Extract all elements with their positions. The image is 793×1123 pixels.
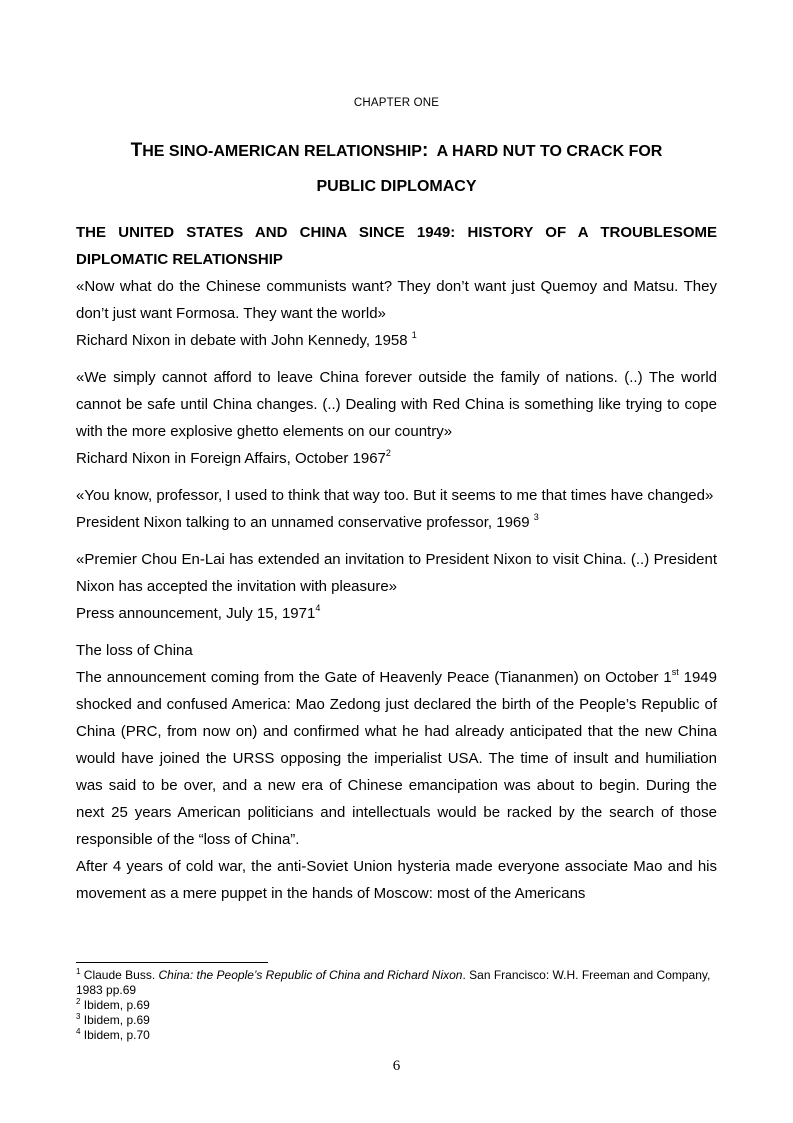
ordinal-suffix: st: [671, 667, 679, 677]
page-number: 6: [392, 1058, 401, 1074]
paragraph-text: 1949 shocked and confused America: Mao Zedong just declared the birth of the People’s Republic of China (PRC, from now on) and confirmed what he had already anticipated that the new China would have joined the URSS opposing the imperialist USA. The time of insult and humiliation was said to be over, and a new era of Chinese emancipation was about to begin. During the next 25 years American politicians and intellectuals would be racked by the search of those responsible of the “loss of China”.: [76, 669, 717, 848]
footnote-text: Ibidem, p.69: [80, 1013, 150, 1027]
footnote-text: Claude Buss.: [80, 968, 159, 982]
quote-source: [76, 600, 717, 627]
quote-source: [76, 509, 717, 536]
chapter-title-tail: A HARD NUT TO CRACK FOR: [436, 143, 663, 160]
subsection-title: The loss of China: [76, 642, 193, 659]
chapter-title-part: HE SINO-AMERICAN RELATIONSHIP: [142, 143, 422, 160]
footnote-number: 3: [76, 1012, 81, 1021]
quote-text: «Now what do the Chinese communists want? They don’t want just Quemoy and Matsu. They don’t just want Formosa. They want the world»: [76, 278, 717, 322]
quote-text: «We simply cannot afford to leave China forever outside the family of nations. (..) The world cannot be safe until China changes. (..) Dealing with Red China is something like trying to cope with the more explosive ghetto elements on our country»: [76, 369, 717, 440]
chapter-title-initial: T: [130, 140, 143, 161]
footnote-title: China: the People’s Republic of China and Richard Nixon: [158, 968, 463, 982]
footnote-text: Ibidem, p.69: [80, 998, 150, 1012]
quote-source: [76, 327, 717, 354]
footnote-number: 2: [76, 997, 81, 1006]
chapter-title: [60, 133, 733, 204]
body-text: [76, 219, 717, 907]
body-paragraph: [76, 664, 717, 853]
footnotes: [76, 968, 717, 1043]
footnote: [76, 968, 717, 998]
footnote: [76, 1028, 717, 1043]
footnote-ref: 2: [385, 448, 391, 458]
paragraph-text: The announcement coming from the Gate of Heavenly Peace (Tiananmen) on October 1: [76, 669, 672, 686]
footnote-ref: 1: [411, 330, 417, 340]
chapter-title-line2: PUBLIC DIPLOMACY: [316, 178, 477, 195]
quote-source-text: Richard Nixon in Foreign Affairs, October 1967: [76, 450, 386, 467]
chapter-label: CHAPTER ONE: [353, 97, 440, 109]
body-paragraph: After 4 years of cold war, the anti-Soviet Union hysteria made everyone associate Mao and his movement as a mere puppet in the hands of Moscow: most of the Americans: [76, 858, 717, 902]
quote-source-text: Press announcement, July 15, 1971: [76, 605, 316, 622]
quote-source-text: President Nixon talking to an unnamed conservative professor, 1969: [76, 514, 534, 531]
footnote-number: 1: [76, 967, 81, 976]
quote-text: «You know, professor, I used to think that way too. But it seems to me that times have changed»: [76, 487, 714, 504]
footnote: [76, 1013, 717, 1028]
footnote-text: Ibidem, p.70: [80, 1028, 150, 1042]
section-heading: THE UNITED STATES AND CHINA SINCE 1949: HISTORY OF A TROUBLESOME DIPLOMATIC RELATIONSHIP: [76, 224, 717, 268]
footnote: [76, 998, 717, 1013]
footnote-text: . San Francisco: W.H. Freeman and Company, 1983 pp.69: [76, 968, 711, 997]
footnote-divider: [76, 962, 268, 963]
quote-text: «Premier Chou En-Lai has extended an invitation to President Nixon to visit China. (..) President Nixon has accepted the invitation with pleasure»: [76, 551, 717, 595]
footnote-ref: 4: [315, 603, 321, 613]
chapter-title-colon: :: [421, 140, 429, 161]
footnote-ref: 3: [533, 512, 539, 522]
quote-source: [76, 445, 717, 472]
footnote-number: 4: [76, 1027, 81, 1036]
quote-source-text: Richard Nixon in debate with John Kennedy, 1958: [76, 332, 412, 349]
